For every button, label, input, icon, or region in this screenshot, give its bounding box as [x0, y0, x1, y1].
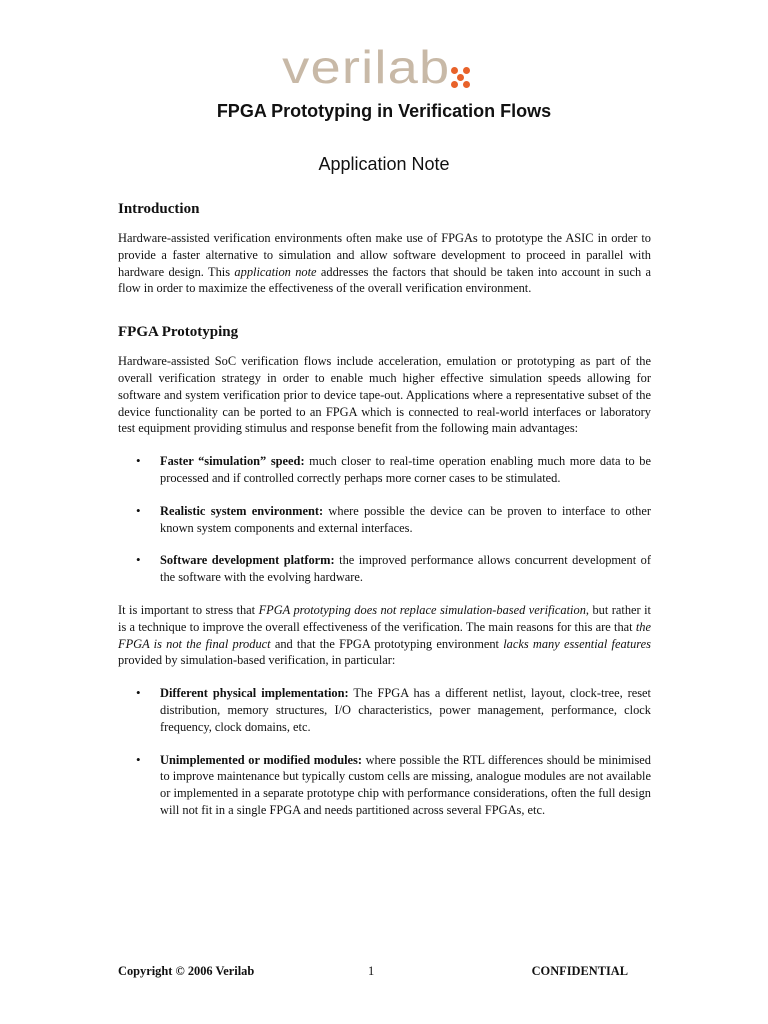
list-item: • Realistic system environment: where possible the device can be proven to interface to other known system components and external interfaces. [136, 502, 651, 535]
differences-list [118, 685, 651, 819]
page-title: FPGA Prototyping in Verification Flows [216, 101, 552, 121]
footer-page-number: 1 [368, 964, 375, 978]
footer-confidential: CONFIDENTIAL [531, 964, 628, 978]
fpga-stress-paragraph: It is important to stress that FPGA prototyping does not replace simulation-based verification, but rather it is a technique to improve the overall effectiveness of the verification. The main reasons for this are that the FPGA is not the final product and that the FPGA prototyping environment lacks many essential features provided by simulation-based verification, in particular: [118, 602, 651, 668]
intro-paragraph: Hardware-assisted verification environments often make use of FPGAs to prototype the ASIC in order to provide a faster alternative to simulation and allow software development to proceed in parallel with hardware design. This application note addresses the factors that should be taken into account in such a flow in order to maximize the effectiveness of the overall verification environment. [118, 231, 651, 296]
list-item: • Different physical implementation: The FPGA has a different netlist, layout, clock-tree, reset distribution, memory structures, I/O characteristics, power management, performance, clock frequency, clock domains, etc. [136, 685, 652, 734]
advantages-list [118, 453, 651, 586]
document-body [118, 200, 651, 835]
logo-wordmark: verilab [281, 41, 451, 93]
verilab-logo [0, 41, 768, 93]
list-item: • Faster “simulation” speed: much closer to real-time operation enabling much more data to be processed and if controlled correctly perhaps more corner cases to be stimulated. [136, 453, 651, 485]
fpga-paragraph: Hardware-assisted SoC verification flows include acceleration, emulation or prototyping as part of the overall verification strategy in order to enable much higher effective simulation speeds allowing for software and system verification prior to device tape-out. Applications where a representative subset of the device functionality can be ported to an FPGA which is connected to real-world interfaces or laboratory test equipment providing stimulus and response benefit from the following main advantages: [118, 354, 651, 436]
logo-dots-icon [451, 65, 473, 89]
list-item: • Software development platform: the improved performance allows concurrent development of the software with the evolving hardware. [136, 552, 651, 585]
intro-heading: Introduction [118, 201, 200, 217]
footer-copyright: Copyright © 2006 Verilab [118, 964, 255, 978]
list-item: • Unimplemented or modified modules: where possible the RTL differences should be minimised to improve maintenance but typically custom cells are missing, analogue modules are not available or implemented in a separate prototype chip with performance considerations, often the full design will not fit in a single FPGA and needs partitioned across several FPGAs, etc. [136, 751, 651, 817]
fpga-heading: FPGA Prototyping [118, 324, 239, 341]
page-subtitle: Application Note [318, 154, 450, 174]
